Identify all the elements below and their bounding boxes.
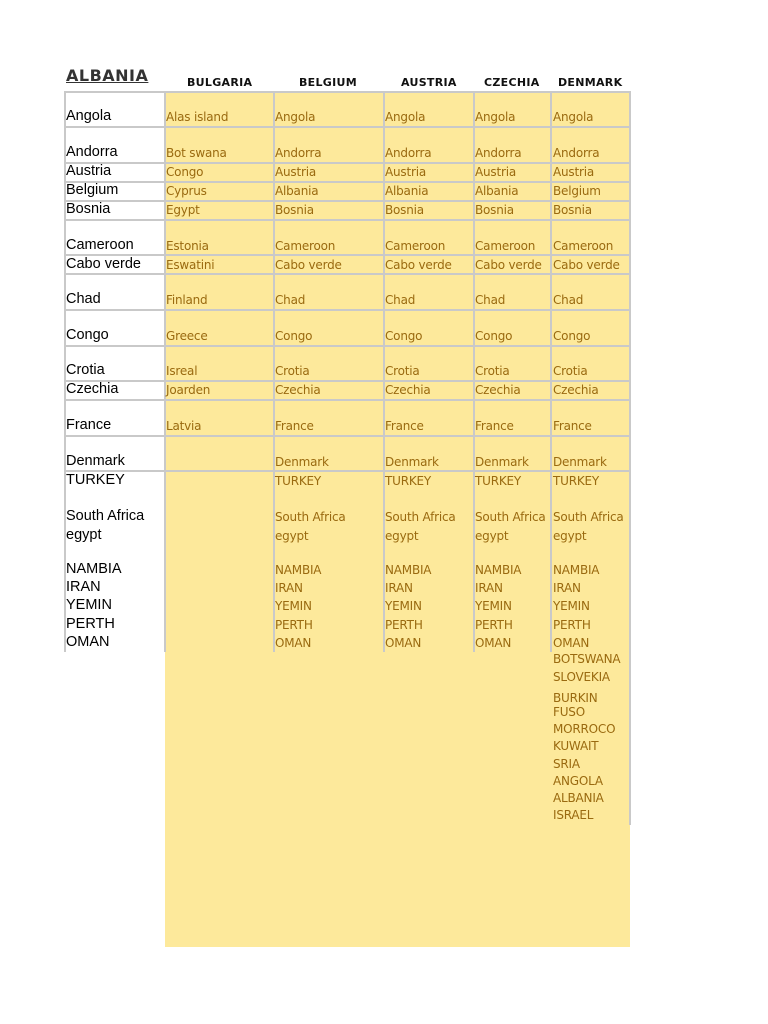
column-header: CZECHIA <box>484 76 540 89</box>
table-cell: Belgium <box>66 182 119 198</box>
column-header: BULGARIA <box>187 76 253 89</box>
grid-line <box>64 126 631 128</box>
table-cell: Cabo verde <box>66 256 141 272</box>
table-cell: Denmark <box>475 455 529 469</box>
table-cell: Bot swana <box>166 146 227 160</box>
table-cell: Crotia <box>385 364 420 378</box>
table-cell: Andorra <box>275 146 322 160</box>
table-cell: South Africa <box>66 508 145 524</box>
table-cell: Cabo verde <box>553 258 620 272</box>
table-cell: Chad <box>275 293 306 307</box>
table-cell: Cabo verde <box>385 258 452 272</box>
table-cell: IRAN <box>275 581 303 595</box>
table-cell: NAMBIA <box>475 563 522 577</box>
table-cell: Congo <box>475 329 513 343</box>
table-cell: Greece <box>166 329 208 343</box>
table-cell: OMAN <box>385 636 422 650</box>
table-cell: Cabo verde <box>275 258 342 272</box>
table-cell: TURKEY <box>553 474 600 488</box>
table-cell: PERTH <box>475 618 513 632</box>
table-cell: PERTH <box>275 618 313 632</box>
grid-line <box>64 219 631 221</box>
table-cell: Crotia <box>475 364 510 378</box>
table-cell: Chad <box>475 293 506 307</box>
table-cell: Andorra <box>385 146 432 160</box>
table-cell: Denmark <box>275 455 329 469</box>
table-cell: PERTH <box>66 616 115 632</box>
grid-line <box>64 309 631 311</box>
table-cell: Angola <box>475 110 516 124</box>
table-cell: YEMIN <box>275 599 312 613</box>
table-cell: PERTH <box>385 618 423 632</box>
grid-line <box>550 91 552 652</box>
table-cell: NAMBIA <box>66 561 122 577</box>
table-cell: OMAN <box>66 634 110 650</box>
table-cell: Austria <box>475 165 516 179</box>
table-cell: South Africa <box>475 510 546 524</box>
grid-line <box>64 254 631 256</box>
table-cell: IRAN <box>475 581 503 595</box>
table-cell: Egypt <box>166 203 200 217</box>
table-cell: Andorra <box>66 144 118 160</box>
table-cell: France <box>475 419 514 433</box>
table-cell: Crotia <box>553 364 588 378</box>
table-cell: Albania <box>475 184 519 198</box>
grid-line <box>64 435 631 437</box>
table-cell: OMAN <box>475 636 512 650</box>
column-header: AUSTRIA <box>401 76 457 89</box>
table-cell: egypt <box>66 527 102 543</box>
table-cell: Cameroon <box>553 239 614 253</box>
table-cell: Cameroon <box>66 237 134 253</box>
table-cell: Angola <box>385 110 426 124</box>
table-cell: Isreal <box>166 364 198 378</box>
table-cell: Congo <box>166 165 204 179</box>
table-cell: Bosnia <box>475 203 514 217</box>
table-cell: TURKEY <box>66 472 125 488</box>
table-cell: BOTSWANA <box>553 652 621 666</box>
column-header: DENMARK <box>558 76 623 89</box>
grid-line <box>64 181 631 183</box>
table-cell: Andorra <box>475 146 522 160</box>
table-cell: Angola <box>275 110 316 124</box>
table-cell: Finland <box>166 293 208 307</box>
table-cell: PERTH <box>553 618 591 632</box>
table-cell: Czechia <box>66 381 119 397</box>
table-cell: Austria <box>275 165 316 179</box>
table-cell: South Africa <box>385 510 456 524</box>
table-cell: France <box>385 419 424 433</box>
table-cell: Angola <box>66 108 112 124</box>
table-cell: IRAN <box>553 581 581 595</box>
table-cell: Chad <box>66 291 101 307</box>
table-cell: Crotia <box>66 362 105 378</box>
table-cell: OMAN <box>553 636 590 650</box>
table-cell: Bosnia <box>66 201 111 217</box>
table-cell: Bosnia <box>553 203 592 217</box>
table-cell: South Africa <box>275 510 346 524</box>
table-cell: Congo <box>275 329 313 343</box>
table-cell: Czechia <box>385 383 431 397</box>
table-cell: Andorra <box>553 146 600 160</box>
table-cell: Estonia <box>166 239 209 253</box>
table-cell: South Africa <box>553 510 624 524</box>
column-header: BELGIUM <box>299 76 358 89</box>
table-cell: Chad <box>553 293 584 307</box>
table-cell: SLOVEKIA <box>553 670 610 684</box>
table-cell: Czechia <box>553 383 599 397</box>
table-cell: Latvia <box>166 419 202 433</box>
table-cell: Cabo verde <box>475 258 542 272</box>
table-cell: Austria <box>553 165 594 179</box>
table-cell: Congo <box>385 329 423 343</box>
table-cell: ALBANIA <box>553 791 604 805</box>
table-cell: Joarden <box>166 383 211 397</box>
table-cell: Angola <box>553 110 594 124</box>
table-cell: Cameroon <box>275 239 336 253</box>
table-cell: YEMIN <box>385 599 422 613</box>
table-cell: egypt <box>275 529 309 543</box>
table-cell: Czechia <box>275 383 321 397</box>
table-cell: Bosnia <box>275 203 314 217</box>
table-cell: France <box>66 417 112 433</box>
grid-line <box>64 162 631 164</box>
table-cell: Austria <box>66 163 112 179</box>
table-cell: TURKEY <box>385 474 432 488</box>
table-cell: Denmark <box>385 455 439 469</box>
table-cell: YEMIN <box>475 599 512 613</box>
table-cell: Bosnia <box>385 203 424 217</box>
table-cell: Czechia <box>475 383 521 397</box>
grid-line <box>64 91 631 93</box>
sheet-title: ALBANIA <box>66 66 149 85</box>
table-cell: IRAN <box>385 581 413 595</box>
table-cell: YEMIN <box>66 597 112 613</box>
table-cell: ISRAEL <box>553 808 594 822</box>
table-cell: YEMIN <box>553 599 590 613</box>
table-cell: NAMBIA <box>385 563 432 577</box>
grid-line <box>64 380 631 382</box>
table-cell: Cameroon <box>475 239 536 253</box>
table-cell: KUWAIT <box>553 739 599 753</box>
table-cell: NAMBIA <box>553 563 600 577</box>
table-cell: Cyprus <box>166 184 207 198</box>
table-cell: Congo <box>553 329 591 343</box>
table-cell: Alas island <box>166 110 229 124</box>
table-cell: egypt <box>475 529 509 543</box>
table-cell: egypt <box>553 529 587 543</box>
table-cell: ANGOLA <box>553 774 603 788</box>
table-cell: Chad <box>385 293 416 307</box>
grid-line <box>64 470 631 472</box>
table-cell: Eswatini <box>166 258 215 272</box>
table-cell: Belgium <box>553 184 601 198</box>
table-cell: Crotia <box>275 364 310 378</box>
table-cell: NAMBIA <box>275 563 322 577</box>
grid-line <box>64 345 631 347</box>
table-cell: IRAN <box>66 579 101 595</box>
table-cell: SRIA <box>553 757 580 771</box>
table-cell: Albania <box>275 184 319 198</box>
grid-line <box>64 399 631 401</box>
table-cell: MORROCO <box>553 722 616 736</box>
table-cell: Congo <box>66 327 109 343</box>
table-cell: France <box>275 419 314 433</box>
table-cell: TURKEY <box>475 474 522 488</box>
grid-line <box>64 273 631 275</box>
table-cell: TURKEY <box>275 474 322 488</box>
table-cell: Denmark <box>553 455 607 469</box>
table-cell: Austria <box>385 165 426 179</box>
table-cell: France <box>553 419 592 433</box>
table-cell: OMAN <box>275 636 312 650</box>
table-cell: Cameroon <box>385 239 446 253</box>
table-cell: egypt <box>385 529 419 543</box>
table-cell: Denmark <box>66 453 125 469</box>
grid-line <box>64 200 631 202</box>
table-cell: Albania <box>385 184 429 198</box>
table-cell: BURKIN FUSO <box>553 691 598 719</box>
